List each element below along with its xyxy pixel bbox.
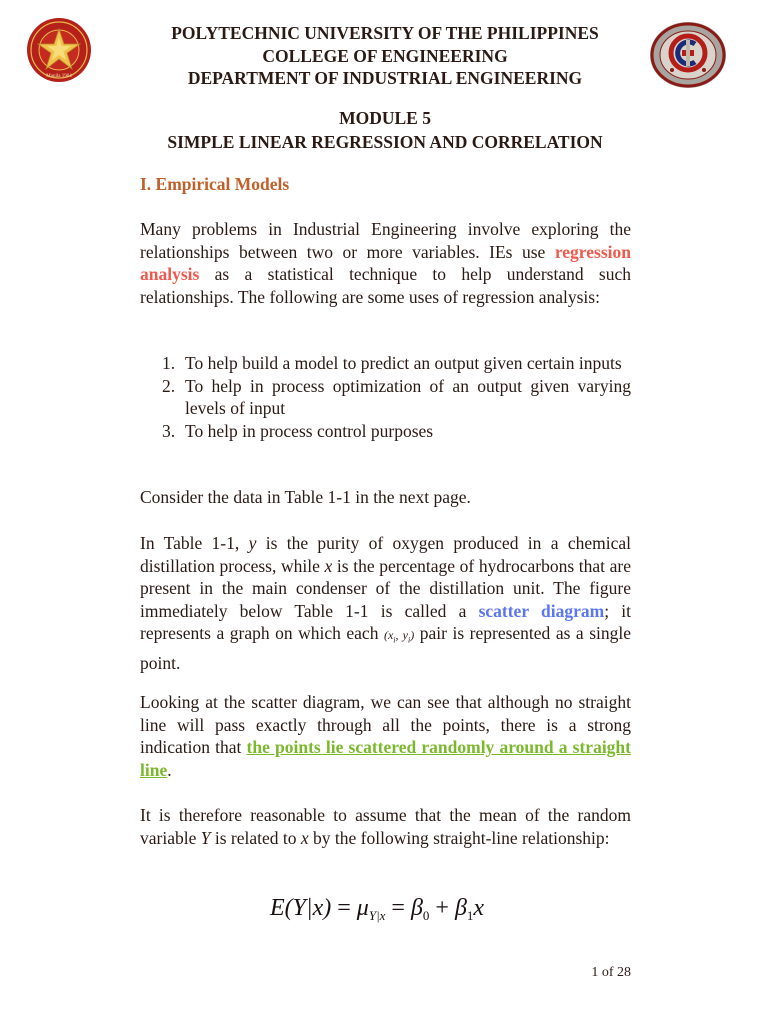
module-number: MODULE 5: [339, 108, 431, 128]
intro-paragraph: [140, 218, 631, 308]
pair-sub-2: i: [408, 635, 411, 645]
intro-text-a: Many problems in Industrial Engineering involve exploring the relationships between two or more variables. IEs use: [140, 219, 631, 262]
variable-x: x: [324, 555, 333, 576]
university-name: POLYTECHNIC UNIVERSITY OF THE PHILIPPINES: [171, 23, 599, 43]
table-reference-paragraph: Consider the data in Table 1-1 in the next page.: [140, 487, 471, 507]
seal-caption: Manila 1904: [46, 74, 72, 79]
list-item-number: 1.: [162, 353, 176, 373]
pair-close: ): [410, 628, 415, 643]
observation-text-a: Looking at the scatter diagram, we can see that although no straight line will pass exactly through all the points, there is a strong indication that: [140, 692, 631, 758]
xy-pair: [383, 628, 415, 645]
college-name: COLLEGE OF ENGINEERING: [262, 45, 508, 66]
department-name: DEPARTMENT OF INDUSTRIAL ENGINEERING: [187, 68, 583, 88]
list-item-text: To help in process optimization of an output given varying levels of input: [185, 375, 631, 419]
variables-text-b: is the purity of oxygen produced in a chemical distillation process, while: [140, 533, 631, 576]
list-item: [140, 420, 631, 443]
equation-plus: +: [429, 895, 455, 921]
mean-text-b: is related to: [210, 827, 301, 848]
highlight-straight-line: the points lie scattered randomly around a straight line: [140, 737, 631, 780]
variable-Y: Y: [200, 827, 211, 848]
list-item-number: 2.: [162, 375, 176, 396]
mean-text-a: It is therefore reasonable to assume that the mean of the random variable: [140, 805, 631, 848]
equation-x: x: [473, 895, 485, 921]
pair-open: (x: [383, 628, 394, 643]
pair-mid: , y: [395, 628, 408, 643]
uses-list: [140, 352, 631, 442]
scatter-observation-paragraph: [140, 691, 631, 781]
observation-text-b: .: [167, 759, 172, 780]
university-header: [140, 22, 630, 90]
highlight-scatter-diagram: scatter diagram: [478, 600, 605, 621]
mean-relationship-paragraph: [140, 804, 631, 849]
equation-beta0: β: [410, 895, 423, 921]
page-number: 1 of 28: [591, 965, 631, 980]
equation-equals-2: =: [385, 895, 411, 921]
section-heading: I. Empirical Models: [140, 174, 290, 194]
equation-lhs: E(Y|x): [270, 895, 332, 921]
intro-text-b: as a statistical technique to help understand such relationships. The following are some uses of regression analysis:: [140, 264, 631, 307]
variables-text-e: pair is represented as a single point.: [140, 623, 631, 674]
variables-text-a: In Table 1-1,: [140, 533, 249, 553]
equation-beta0-subscript: 0: [422, 908, 430, 923]
list-item-number: 3.: [162, 420, 176, 441]
regression-equation: [270, 895, 484, 924]
equation-mu-subscript: Y|x: [368, 908, 386, 923]
module-subject: SIMPLE LINEAR REGRESSION AND CORRELATION: [167, 132, 603, 152]
variable-y: y: [248, 533, 257, 553]
highlight-regression-analysis: regression analysis: [140, 241, 631, 285]
variables-text-c: is the percentage of hydrocarbons that are present in the main condenser of the distillation unit. The figure immediately below Table 1-1 is called a: [140, 555, 631, 621]
equation-mu: μ: [356, 895, 369, 921]
college-of-engineering-seal-icon: [648, 20, 728, 90]
equation-beta1-subscript: 1: [466, 908, 474, 923]
list-item-text: To help in process control purposes: [185, 420, 434, 441]
pair-sub-1: i: [393, 635, 396, 645]
mean-text-c: by the following straight-line relationship:: [308, 827, 610, 848]
variable-x: x: [300, 827, 309, 848]
pup-seal-icon: [26, 17, 92, 83]
variables-paragraph: [140, 532, 631, 675]
list-item: [140, 352, 631, 375]
list-item-text: To help build a model to predict an output given certain inputs: [185, 353, 622, 373]
equation-equals-1: =: [331, 895, 357, 921]
list-item: [140, 375, 631, 420]
module-title: [140, 106, 630, 154]
variables-text-d: ; it represents a graph on which each: [140, 600, 631, 644]
equation-beta1: β: [454, 895, 467, 921]
